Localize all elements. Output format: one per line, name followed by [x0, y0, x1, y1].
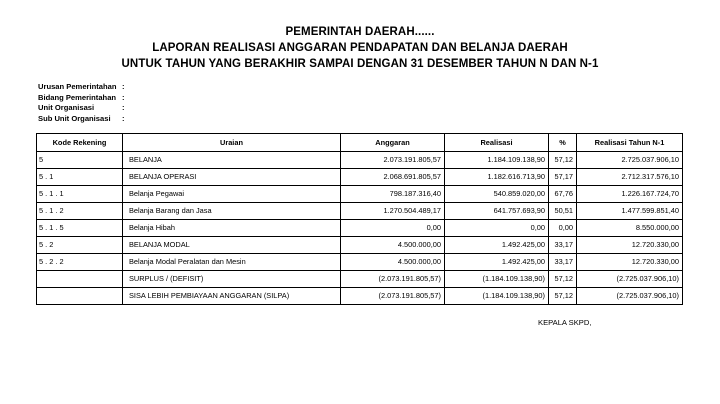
header-kode: Kode Rekening — [37, 134, 123, 152]
cell-kode — [37, 271, 123, 288]
cell-realisasi-n1: 12.720.330,00 — [577, 254, 683, 271]
table-row — [37, 203, 683, 220]
cell-realisasi-n1: 8.550.000,00 — [577, 220, 683, 237]
cell-realisasi: 1.184.109.138,90 — [445, 152, 549, 169]
cell-realisasi-n1: 12.720.330,00 — [577, 237, 683, 254]
cell-anggaran: 0,00 — [341, 220, 445, 237]
cell-persen: 57,12 — [549, 271, 577, 288]
cell-uraian: Belanja Barang dan Jasa — [123, 203, 341, 220]
cell-realisasi: 641.757.693,90 — [445, 203, 549, 220]
cell-persen: 67,76 — [549, 186, 577, 203]
header-anggaran: Anggaran — [341, 134, 445, 152]
cell-uraian: Belanja Modal Peralatan dan Mesin — [123, 254, 341, 271]
cell-persen: 50,51 — [549, 203, 577, 220]
cell-uraian: BELANJA — [123, 152, 341, 169]
cell-kode: 5 . 1 . 5 — [37, 220, 123, 237]
table-header-row — [37, 134, 683, 152]
cell-realisasi: 0,00 — [445, 220, 549, 237]
cell-anggaran: 4.500.000,00 — [341, 254, 445, 271]
meta-label: Urusan Pemerintahan — [38, 82, 117, 91]
cell-anggaran: 2.068.691.805,57 — [341, 169, 445, 186]
cell-anggaran: (2.073.191.805,57) — [341, 288, 445, 305]
cell-persen: 57,12 — [549, 288, 577, 305]
table-row — [37, 152, 683, 169]
cell-persen: 0,00 — [549, 220, 577, 237]
cell-persen: 57,17 — [549, 169, 577, 186]
cell-realisasi-n1: 2.712.317.576,10 — [577, 169, 683, 186]
cell-persen: 33,17 — [549, 254, 577, 271]
header-uraian: Uraian — [123, 134, 341, 152]
table-row — [37, 220, 683, 237]
cell-uraian: SURPLUS / (DEFISIT) — [123, 271, 341, 288]
meta-row — [38, 93, 125, 104]
cell-anggaran: 2.073.191.805,57 — [341, 152, 445, 169]
organization-meta — [38, 82, 125, 124]
cell-realisasi-n1: 1.226.167.724,70 — [577, 186, 683, 203]
meta-row — [38, 114, 125, 125]
cell-uraian: Belanja Pegawai — [123, 186, 341, 203]
table-row — [37, 237, 683, 254]
cell-realisasi: 540.859.020,00 — [445, 186, 549, 203]
table-row — [37, 186, 683, 203]
report-period: UNTUK TAHUN YANG BERAKHIR SAMPAI DENGAN 31 DESEMBER TAHUN N DAN N-1 — [121, 58, 599, 70]
cell-realisasi-n1: 1.477.599.851,40 — [577, 203, 683, 220]
cell-realisasi: 1.492.425,00 — [445, 254, 549, 271]
table-row — [37, 169, 683, 186]
cell-persen: 57,12 — [549, 152, 577, 169]
cell-uraian: BELANJA OPERASI — [123, 169, 341, 186]
cell-anggaran: 798.187.316,40 — [341, 186, 445, 203]
cell-anggaran: 1.270.504.489,17 — [341, 203, 445, 220]
header-realisasi-n1: Realisasi Tahun N-1 — [577, 134, 683, 152]
cell-anggaran: 4.500.000,00 — [341, 237, 445, 254]
cell-realisasi-n1: (2.725.037.906,10) — [577, 271, 683, 288]
cell-kode: 5 . 1 . 2 — [37, 203, 123, 220]
table-row — [37, 271, 683, 288]
government-title: PEMERINTAH DAERAH...... — [285, 26, 435, 38]
cell-kode: 5 . 2 . 2 — [37, 254, 123, 271]
meta-label: Sub Unit Organisasi — [38, 113, 111, 123]
budget-realization-table — [36, 133, 683, 305]
cell-kode: 5 . 1 . 1 — [37, 186, 123, 203]
meta-separator: : — [122, 82, 125, 91]
report-title: LAPORAN REALISASI ANGGARAN PENDAPATAN DAN BELANJA DAERAH — [152, 42, 568, 54]
meta-separator: : — [122, 103, 125, 113]
cell-persen: 33,17 — [549, 237, 577, 254]
cell-realisasi: 1.182.616.713,90 — [445, 169, 549, 186]
meta-row — [38, 82, 125, 93]
cell-realisasi: 1.492.425,00 — [445, 237, 549, 254]
table-row — [37, 288, 683, 305]
signature-label: KEPALA SKPD, — [538, 318, 592, 327]
cell-realisasi-n1: 2.725.037.906,10 — [577, 152, 683, 169]
table-row — [37, 254, 683, 271]
meta-row — [38, 103, 125, 114]
cell-realisasi-n1: (2.725.037.906,10) — [577, 288, 683, 305]
report-header — [0, 24, 720, 72]
header-realisasi: Realisasi — [445, 134, 549, 152]
header-persen: % — [549, 134, 577, 152]
cell-anggaran: (2.073.191.805,57) — [341, 271, 445, 288]
cell-uraian: SISA LEBIH PEMBIAYAAN ANGGARAN (SILPA) — [123, 288, 341, 305]
meta-separator: : — [122, 92, 125, 102]
cell-kode: 5 . 1 — [37, 169, 123, 186]
cell-realisasi: (1.184.109.138,90) — [445, 271, 549, 288]
cell-realisasi: (1.184.109.138,90) — [445, 288, 549, 305]
cell-kode: 5 — [37, 152, 123, 169]
cell-kode: 5 . 2 — [37, 237, 123, 254]
cell-uraian: Belanja Hibah — [123, 220, 341, 237]
meta-separator: : — [122, 113, 125, 123]
cell-kode — [37, 288, 123, 305]
meta-label: Bidang Pemerintahan — [38, 92, 117, 102]
meta-label: Unit Organisasi — [38, 103, 95, 113]
cell-uraian: BELANJA MODAL — [123, 237, 341, 254]
